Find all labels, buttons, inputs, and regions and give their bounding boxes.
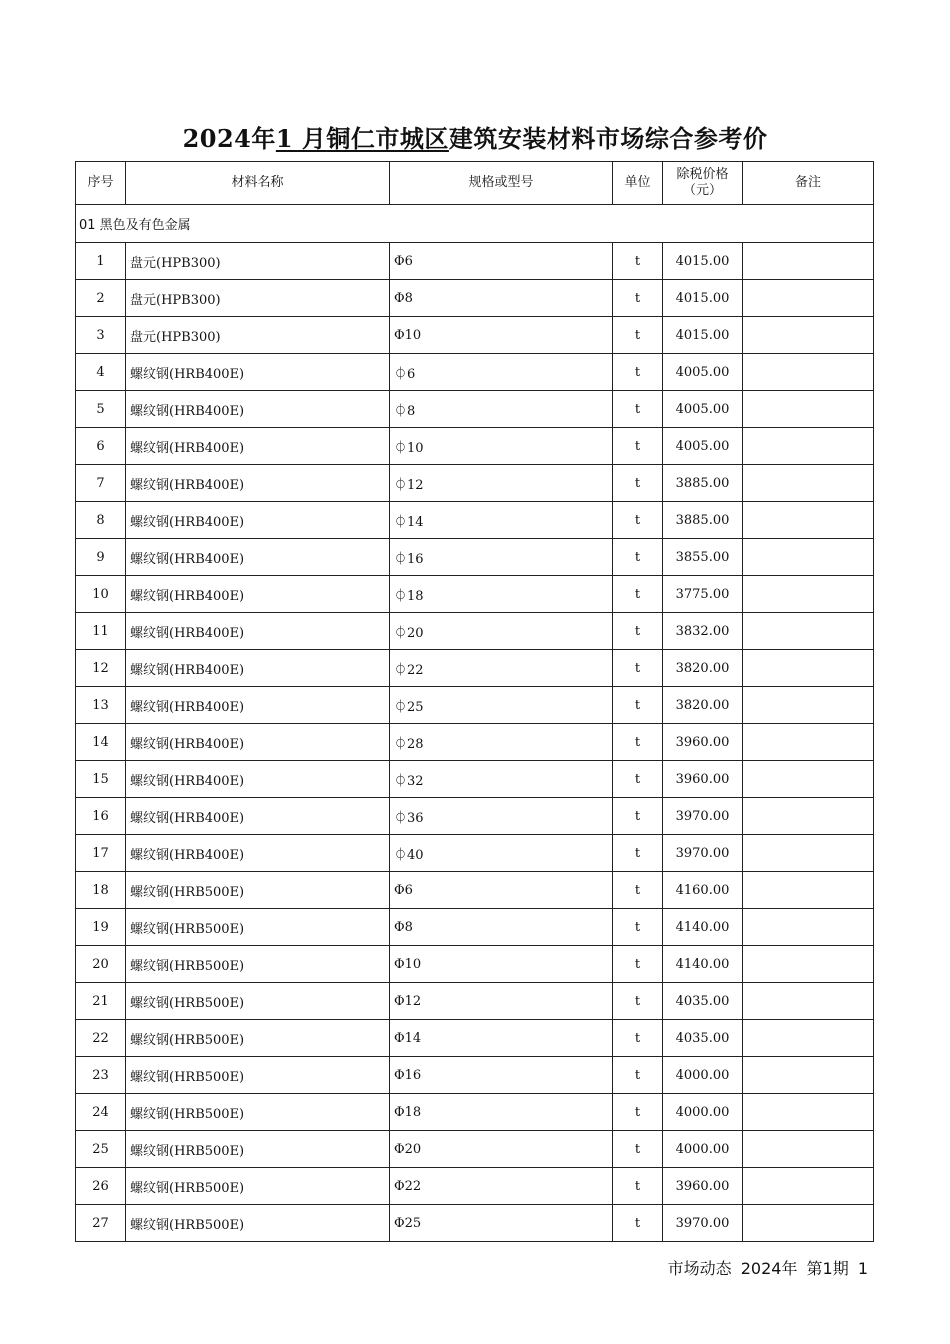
cell-material-name: 螺纹钢(HRB500E) — [126, 946, 390, 983]
table-row — [76, 354, 874, 391]
cell-spec: Φ18 — [390, 1094, 613, 1131]
cell-price: 4035.00 — [663, 983, 743, 1020]
cell-spec: Φ20 — [390, 1131, 613, 1168]
cell-spec: ⏀25 — [390, 687, 613, 724]
cell-unit: t — [613, 1205, 663, 1242]
cell-price: 3885.00 — [663, 465, 743, 502]
category-label: 01 黑色及有色金属 — [76, 205, 874, 243]
cell-spec: Φ14 — [390, 1020, 613, 1057]
cell-spec: ⏀10 — [390, 428, 613, 465]
category-row — [76, 205, 874, 243]
cell-remark — [743, 872, 874, 909]
cell-material-name: 螺纹钢(HRB500E) — [126, 1057, 390, 1094]
title-month: 1 月 — [275, 124, 327, 153]
table-row — [76, 946, 874, 983]
cell-remark — [743, 391, 874, 428]
table-row — [76, 1168, 874, 1205]
cell-no: 5 — [76, 391, 126, 428]
cell-remark — [743, 650, 874, 687]
cell-unit: t — [613, 1057, 663, 1094]
cell-spec: Φ22 — [390, 1168, 613, 1205]
cell-remark — [743, 909, 874, 946]
cell-no: 13 — [76, 687, 126, 724]
header-name: 材料名称 — [126, 162, 390, 205]
cell-unit: t — [613, 909, 663, 946]
cell-unit: t — [613, 502, 663, 539]
cell-price: 3960.00 — [663, 724, 743, 761]
table-row — [76, 243, 874, 280]
cell-no: 18 — [76, 872, 126, 909]
cell-no: 11 — [76, 613, 126, 650]
cell-unit: t — [613, 243, 663, 280]
cell-remark — [743, 613, 874, 650]
header-unit: 单位 — [613, 162, 663, 205]
page-footer — [668, 1256, 868, 1279]
cell-material-name: 螺纹钢(HRB500E) — [126, 983, 390, 1020]
cell-spec: Φ12 — [390, 983, 613, 1020]
cell-spec: Φ10 — [390, 946, 613, 983]
cell-unit: t — [613, 724, 663, 761]
cell-remark — [743, 1057, 874, 1094]
cell-price: 4015.00 — [663, 243, 743, 280]
header-spec: 规格或型号 — [390, 162, 613, 205]
cell-material-name: 螺纹钢(HRB400E) — [126, 761, 390, 798]
cell-no: 10 — [76, 576, 126, 613]
table-row — [76, 835, 874, 872]
cell-remark — [743, 1205, 874, 1242]
cell-unit: t — [613, 1131, 663, 1168]
header-price — [663, 162, 743, 205]
cell-material-name: 盘元(HPB300) — [126, 243, 390, 280]
table-row — [76, 502, 874, 539]
cell-no: 20 — [76, 946, 126, 983]
header-no: 序号 — [76, 162, 126, 205]
cell-material-name: 螺纹钢(HRB500E) — [126, 909, 390, 946]
title-subject: 建筑安装材料市场综合参考价 — [448, 124, 768, 153]
table-row — [76, 391, 874, 428]
table-row — [76, 909, 874, 946]
cell-price: 4005.00 — [663, 428, 743, 465]
cell-no: 1 — [76, 243, 126, 280]
cell-price: 4000.00 — [663, 1057, 743, 1094]
cell-unit: t — [613, 650, 663, 687]
cell-spec: Φ8 — [390, 909, 613, 946]
cell-unit: t — [613, 1094, 663, 1131]
table-row — [76, 1020, 874, 1057]
table-row — [76, 539, 874, 576]
cell-price: 3885.00 — [663, 502, 743, 539]
cell-no: 15 — [76, 761, 126, 798]
cell-spec: ⏀18 — [390, 576, 613, 613]
cell-spec: Φ25 — [390, 1205, 613, 1242]
cell-material-name: 螺纹钢(HRB400E) — [126, 502, 390, 539]
table-row — [76, 983, 874, 1020]
cell-material-name: 螺纹钢(HRB400E) — [126, 539, 390, 576]
cell-unit: t — [613, 465, 663, 502]
cell-no: 23 — [76, 1057, 126, 1094]
table-row — [76, 1094, 874, 1131]
cell-remark — [743, 798, 874, 835]
cell-material-name: 螺纹钢(HRB400E) — [126, 354, 390, 391]
cell-no: 27 — [76, 1205, 126, 1242]
cell-spec: ⏀12 — [390, 465, 613, 502]
cell-price: 3960.00 — [663, 761, 743, 798]
cell-unit: t — [613, 983, 663, 1020]
cell-price: 3820.00 — [663, 650, 743, 687]
cell-no: 22 — [76, 1020, 126, 1057]
table-header-row — [76, 162, 874, 205]
cell-material-name: 螺纹钢(HRB500E) — [126, 1168, 390, 1205]
table-row — [76, 576, 874, 613]
cell-price: 4015.00 — [663, 317, 743, 354]
cell-price: 3832.00 — [663, 613, 743, 650]
cell-material-name: 螺纹钢(HRB500E) — [126, 1094, 390, 1131]
cell-remark — [743, 539, 874, 576]
cell-no: 19 — [76, 909, 126, 946]
cell-price: 4005.00 — [663, 354, 743, 391]
cell-material-name: 螺纹钢(HRB400E) — [126, 576, 390, 613]
cell-price: 3960.00 — [663, 1168, 743, 1205]
cell-no: 26 — [76, 1168, 126, 1205]
cell-material-name: 盘元(HPB300) — [126, 317, 390, 354]
table-row — [76, 761, 874, 798]
cell-material-name: 螺纹钢(HRB400E) — [126, 835, 390, 872]
cell-spec: ⏀6 — [390, 354, 613, 391]
cell-no: 24 — [76, 1094, 126, 1131]
cell-remark — [743, 1168, 874, 1205]
cell-remark — [743, 354, 874, 391]
cell-spec: Φ10 — [390, 317, 613, 354]
cell-material-name: 螺纹钢(HRB400E) — [126, 724, 390, 761]
cell-spec: ⏀16 — [390, 539, 613, 576]
cell-remark — [743, 428, 874, 465]
cell-unit: t — [613, 576, 663, 613]
cell-spec: ⏀32 — [390, 761, 613, 798]
cell-material-name: 螺纹钢(HRB400E) — [126, 465, 390, 502]
cell-remark — [743, 946, 874, 983]
cell-remark — [743, 724, 874, 761]
cell-material-name: 螺纹钢(HRB400E) — [126, 687, 390, 724]
cell-price: 4005.00 — [663, 391, 743, 428]
table-row — [76, 872, 874, 909]
cell-unit: t — [613, 539, 663, 576]
table-row — [76, 1205, 874, 1242]
table-row — [76, 280, 874, 317]
table-row — [76, 613, 874, 650]
cell-spec: ⏀20 — [390, 613, 613, 650]
cell-unit: t — [613, 1020, 663, 1057]
cell-spec: ⏀14 — [390, 502, 613, 539]
table-row — [76, 650, 874, 687]
header-remark: 备注 — [743, 162, 874, 205]
cell-no: 9 — [76, 539, 126, 576]
cell-unit: t — [613, 798, 663, 835]
cell-remark — [743, 983, 874, 1020]
cell-material-name: 螺纹钢(HRB500E) — [126, 1020, 390, 1057]
cell-remark — [743, 465, 874, 502]
cell-price: 4015.00 — [663, 280, 743, 317]
cell-remark — [743, 502, 874, 539]
table-row — [76, 724, 874, 761]
cell-remark — [743, 576, 874, 613]
cell-remark — [743, 687, 874, 724]
cell-remark — [743, 317, 874, 354]
cell-unit: t — [613, 317, 663, 354]
cell-no: 8 — [76, 502, 126, 539]
header-price-line2: （元） — [682, 183, 722, 198]
cell-unit: t — [613, 428, 663, 465]
cell-no: 3 — [76, 317, 126, 354]
cell-spec: ⏀8 — [390, 391, 613, 428]
cell-remark — [743, 1131, 874, 1168]
cell-remark — [743, 761, 874, 798]
cell-remark — [743, 280, 874, 317]
cell-price: 4160.00 — [663, 872, 743, 909]
cell-price: 4140.00 — [663, 946, 743, 983]
price-table — [75, 161, 874, 1242]
cell-no: 2 — [76, 280, 126, 317]
footer-page-number: 1 — [857, 1259, 868, 1278]
footer-publication: 市场动态 — [667, 1259, 732, 1278]
cell-no: 4 — [76, 354, 126, 391]
cell-spec: ⏀22 — [390, 650, 613, 687]
cell-spec: ⏀40 — [390, 835, 613, 872]
cell-no: 6 — [76, 428, 126, 465]
cell-remark — [743, 1094, 874, 1131]
cell-no: 14 — [76, 724, 126, 761]
table-row — [76, 798, 874, 835]
cell-remark — [743, 1020, 874, 1057]
cell-no: 21 — [76, 983, 126, 1020]
table-row — [76, 1057, 874, 1094]
table-row — [76, 687, 874, 724]
cell-unit: t — [613, 280, 663, 317]
title-region: 铜仁市城区 — [326, 124, 449, 153]
cell-spec: Φ16 — [390, 1057, 613, 1094]
cell-material-name: 螺纹钢(HRB500E) — [126, 1131, 390, 1168]
cell-no: 12 — [76, 650, 126, 687]
cell-material-name: 螺纹钢(HRB400E) — [126, 428, 390, 465]
cell-unit: t — [613, 613, 663, 650]
header-price-line1: 除税价格 — [676, 167, 729, 182]
cell-price: 3970.00 — [663, 835, 743, 872]
cell-price: 3775.00 — [663, 576, 743, 613]
cell-price: 4035.00 — [663, 1020, 743, 1057]
cell-material-name: 螺纹钢(HRB400E) — [126, 650, 390, 687]
cell-remark — [743, 243, 874, 280]
cell-material-name: 螺纹钢(HRB500E) — [126, 872, 390, 909]
cell-unit: t — [613, 872, 663, 909]
cell-remark — [743, 835, 874, 872]
cell-unit: t — [613, 391, 663, 428]
cell-spec: ⏀28 — [390, 724, 613, 761]
cell-no: 16 — [76, 798, 126, 835]
cell-price: 4140.00 — [663, 909, 743, 946]
cell-unit: t — [613, 835, 663, 872]
cell-material-name: 螺纹钢(HRB500E) — [126, 1205, 390, 1242]
cell-unit: t — [613, 687, 663, 724]
cell-price: 3970.00 — [663, 1205, 743, 1242]
page-title — [0, 119, 950, 154]
footer-issue: 2024年 第1期 — [740, 1259, 849, 1278]
cell-price: 3820.00 — [663, 687, 743, 724]
table-row — [76, 465, 874, 502]
cell-price: 3855.00 — [663, 539, 743, 576]
cell-spec: Φ6 — [390, 243, 613, 280]
table-row — [76, 1131, 874, 1168]
cell-unit: t — [613, 761, 663, 798]
cell-price: 4000.00 — [663, 1094, 743, 1131]
cell-material-name: 螺纹钢(HRB400E) — [126, 613, 390, 650]
cell-spec: Φ6 — [390, 872, 613, 909]
table-row — [76, 317, 874, 354]
title-year: 2024年 — [182, 124, 276, 153]
cell-no: 25 — [76, 1131, 126, 1168]
cell-spec: ⏀36 — [390, 798, 613, 835]
cell-no: 17 — [76, 835, 126, 872]
cell-price: 3970.00 — [663, 798, 743, 835]
cell-no: 7 — [76, 465, 126, 502]
cell-unit: t — [613, 354, 663, 391]
cell-unit: t — [613, 1168, 663, 1205]
cell-spec: Φ8 — [390, 280, 613, 317]
cell-material-name: 螺纹钢(HRB400E) — [126, 798, 390, 835]
cell-unit: t — [613, 946, 663, 983]
cell-material-name: 螺纹钢(HRB400E) — [126, 391, 390, 428]
table-row — [76, 428, 874, 465]
cell-material-name: 盘元(HPB300) — [126, 280, 390, 317]
cell-price: 4000.00 — [663, 1131, 743, 1168]
